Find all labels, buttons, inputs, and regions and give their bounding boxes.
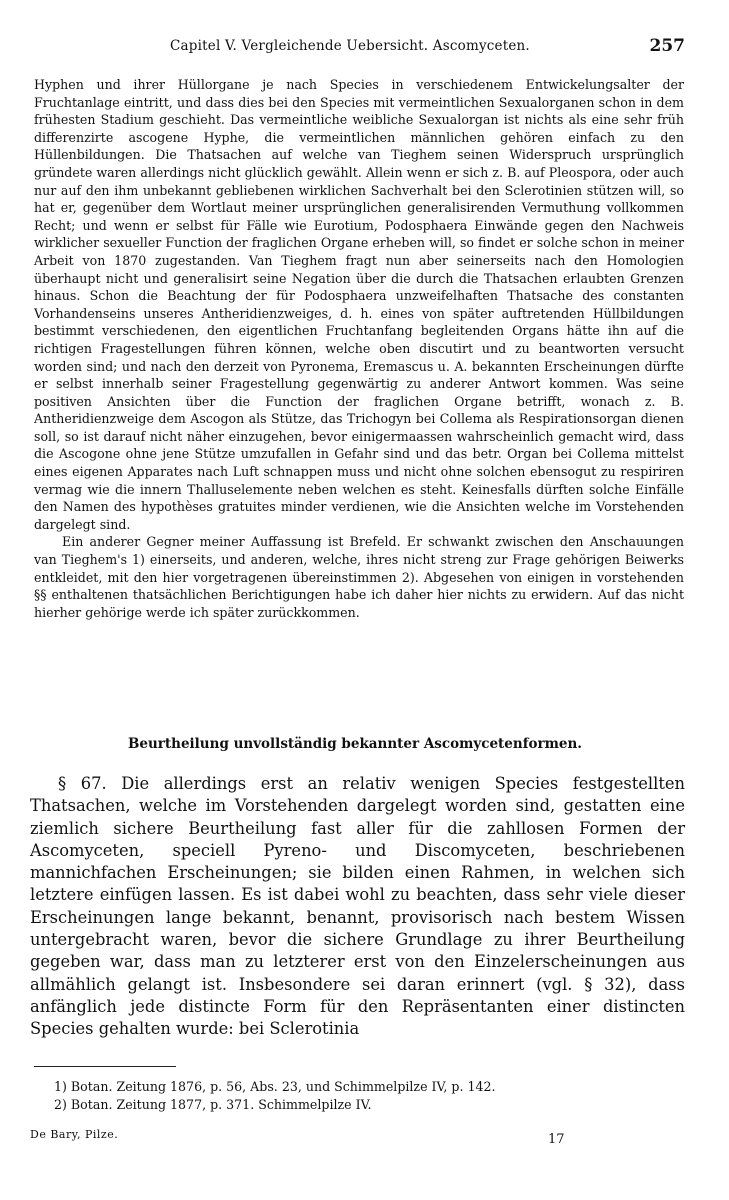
footnote-divider (34, 1066, 176, 1067)
section-heading: Beurtheilung unvollständig bekannter Ascomycetenformen. (127, 736, 583, 752)
sheet-number: 17 (548, 1132, 565, 1147)
footnotes (54, 1078, 674, 1113)
small-paragraph-1: Hyphen und ihrer Hüllorgane je nach Species in verschiedenem Entwickelungsalter der Fruchtanlage eintritt, und dass dies bei den Species mit vermeintlichen Sexualorganen schon in dem frühesten Stadium geschieht. Das vermeintliche weibliche Sexualorgan ist nichts als eine sehr früh differenzirte ascogene Hyphe, die vermeintlichen männlichen gehören einfach zu den Hüllenbildungen. Die Thatsachen auf welche van Tieghem seinen Widerspruch ursprünglich gründete waren allerdings nicht glücklich gewählt. Allein wenn er sich z. B. auf Pleospora, oder auch nur auf den ihm unbekannt gebliebenen wirklichen Sachverhalt bei den Sclerotinien stützen will, so hat er, gegenüber dem Wortlaut meiner ursprünglichen generalisirenden Vermuthung vollkommen Recht; und wenn er selbst für Fälle wie Eurotium, Podosphaera Einwände gegen den Nachweis wirklicher sexueller Function der fraglichen Organe erheben will, so findet er solche schon in meiner Arbeit von 1870 zugestanden. Van Tieghem fragt nun aber seinerseits nach den Homologien überhaupt nicht und generalisirt seine Negation über die durch die Thatsachen erlaubten Grenzen hinaus. Schon die Beachtung der für Podosphaera unzweifelhaften Thatsache des constanten Vorhandenseins unseres Antheridienzweiges, d. h. eines von später auftretenden Hüllbildungen bestimmt verschiedenen, den eigentlichen Fruchtanfang begleitenden Organs hätte ihn auf die richtigen Fragestellungen führen können, welche oben discutirt und zu beantworten versucht worden sind; und nach den derzeit von Pyronema, Eremascus u. A. bekannten Erscheinungen dürfte er selbst innerhalb seiner Fragestellung gegenwärtig zu anderer Antwort kommen. Was seine positiven Ansichten über die Function der fraglichen Organe betrifft, wonach z. B. Antheridienzweige dem Ascogon als Stütze, das Trichogyn bei Collema als Respirationsorgan dienen soll, so ist darauf nicht näher einzugehen, bevor einigermaassen wahrscheinlich gemacht wird, dass die Ascogone ohne jene Stütze umzufallen in Gefahr sind und das betr. Organ bei Collema mittelst eines eigenen Apparates nach Luft schnappen muss und nicht ohne solchen ebensogut zu respiriren vermag wie die innern Thalluselemente neben welchen es steht. Keinesfalls dürften solche Einfälle den Namen des hypothèses gratuites minder verdienen, wie die Ansichten welche im Vorstehenden dargelegt sind. (34, 77, 684, 532)
main-text-block (30, 773, 685, 1041)
running-title: Capitel V. Vergleichende Uebersicht. Ascomyceten. (170, 38, 530, 54)
sheet-signature: De Bary, Pilze. (30, 1128, 119, 1141)
footnote-1: 1) Botan. Zeitung 1876, p. 56, Abs. 23, und Schimmelpilze IV, p. 142. (54, 1079, 496, 1094)
section-paragraph: § 67. Die allerdings erst an relativ wenigen Species festgestellten Thatsachen, welche im Vorstehenden dargelegt worden sind, gestatten eine ziemlich sichere Beurtheilung fast aller für die zahllosen Formen der Ascomyceten, speciell Pyreno- und Discomyceten, beschriebenen mannichfachen Erscheinungen; sie bilden einen Rahmen, in welchen sich letztere einfügen lassen. Es ist dabei wohl zu beachten, dass sehr viele dieser Erscheinungen lange bekannt, benannt, provisorisch nach bestem Wissen untergebracht waren, bevor die sichere Grundlage zu ihrer Beurtheilung gegeben war, dass man zu letzterer erst von den Einzelerscheinungen aus allmählich gelangt ist. Insbesondere sei daran erinnert (vgl. § 32), dass anfänglich jede distincte Form für den Repräsentanten einer distincten Species gehalten wurde: bei Sclerotinia (30, 774, 685, 1039)
small-print-block (34, 76, 684, 621)
page-number: 257 (649, 36, 685, 56)
small-paragraph-2: Ein anderer Gegner meiner Auffassung ist Brefeld. Er schwankt zwischen den Anschauungen van Tieghem's 1) einerseits, und anderen, welche, ihres nicht streng zur Frage gehörigen Beiwerks entkleidet, mit den hier vorgetragenen übereinstimmen 2). Abgesehen von einigen in vorstehenden §§ enthaltenen thatsächlichen Berichtigungen habe ich daher hier nichts zu erwidern. Auf das nicht hierher gehörige werde ich später zurückkommen. (34, 534, 684, 620)
page-header (30, 38, 685, 62)
footnote-2: 2) Botan. Zeitung 1877, p. 371. Schimmelpilze IV. (54, 1096, 372, 1112)
